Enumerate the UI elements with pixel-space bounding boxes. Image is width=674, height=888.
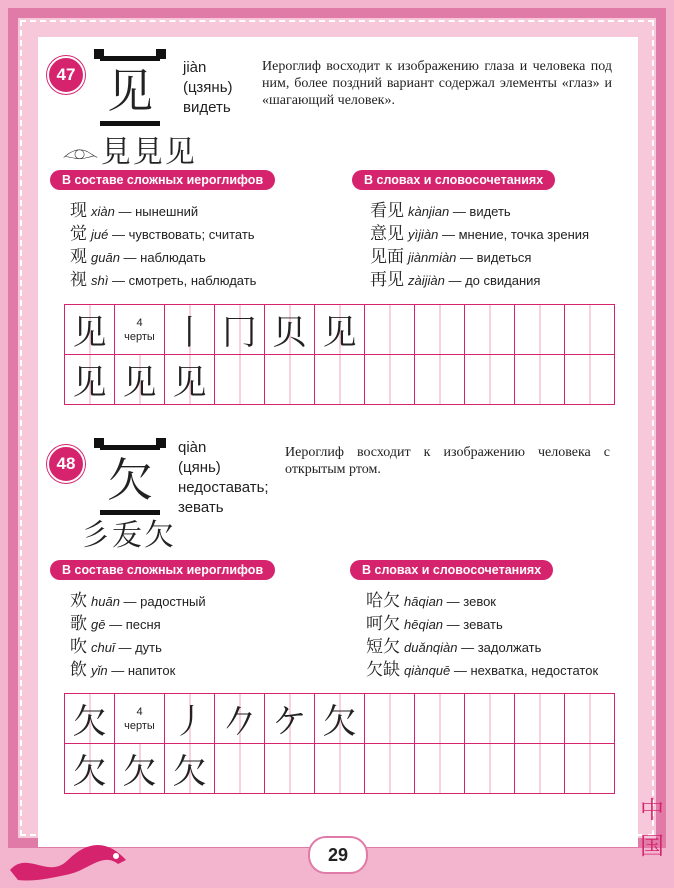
main-character: 欠 bbox=[100, 445, 160, 515]
pinyin: chuī bbox=[91, 640, 115, 655]
grid-cell: 见 bbox=[165, 355, 215, 405]
hanzi: 欢 bbox=[70, 591, 87, 611]
translation: — дуть bbox=[114, 640, 162, 655]
pinyin: zàijiàn bbox=[408, 273, 445, 288]
words-list bbox=[370, 200, 589, 292]
compounds-item bbox=[70, 200, 256, 223]
pinyin: kànjian bbox=[408, 204, 450, 219]
grid-cell bbox=[415, 305, 465, 355]
char-info bbox=[183, 58, 233, 118]
grid-cell: ケ bbox=[265, 694, 315, 744]
grid-cell bbox=[265, 355, 315, 405]
grid-cell: 见 bbox=[65, 305, 115, 355]
grid-cell bbox=[565, 355, 615, 405]
pinyin: qiànquē bbox=[404, 663, 451, 678]
compounds-item bbox=[70, 269, 256, 292]
grid-cell bbox=[465, 744, 515, 794]
translation: — смотреть, наблюдать bbox=[108, 273, 257, 288]
grid-cell bbox=[465, 355, 515, 405]
grid-cell bbox=[465, 305, 515, 355]
words-item bbox=[370, 246, 589, 269]
hanzi: 飲 bbox=[70, 660, 87, 680]
grid-cell bbox=[265, 744, 315, 794]
compounds-list bbox=[70, 200, 256, 292]
grid-cell bbox=[365, 694, 415, 744]
pinyin: huān bbox=[91, 594, 120, 609]
grid-cell bbox=[465, 694, 515, 744]
meaning: недоставать; bbox=[178, 479, 269, 496]
meaning: видеть bbox=[183, 99, 231, 116]
label-words: В словах и словосочетаниях bbox=[350, 560, 553, 580]
translation: — видеть bbox=[449, 204, 511, 219]
reading: (цзянь) bbox=[183, 79, 233, 96]
pinyin: hāqian bbox=[404, 594, 444, 609]
pinyin: qiàn bbox=[178, 439, 207, 456]
translation: — до свидания bbox=[444, 273, 541, 288]
pinyin: jué bbox=[91, 227, 109, 242]
hanzi: 欠缺 bbox=[366, 660, 400, 680]
description: Иероглиф восходит к изображению человека с открытым ртом. bbox=[285, 445, 610, 477]
compounds-item bbox=[70, 590, 206, 613]
pinyin: shì bbox=[91, 273, 109, 288]
grid-cell bbox=[215, 355, 265, 405]
words-item bbox=[366, 659, 598, 682]
words-item bbox=[366, 613, 598, 636]
hanzi: 觉 bbox=[70, 224, 87, 244]
translation: — чувствовать; считать bbox=[108, 227, 255, 242]
pinyin: jiànmiàn bbox=[408, 250, 457, 265]
grid-cell bbox=[365, 744, 415, 794]
grid-cell: 欠 bbox=[65, 744, 115, 794]
grid-cell bbox=[365, 355, 415, 405]
translation: — напиток bbox=[107, 663, 176, 678]
translation: — нынешний bbox=[114, 204, 199, 219]
grid-cell bbox=[215, 744, 265, 794]
compounds-item bbox=[70, 636, 206, 659]
hanzi: 歌 bbox=[70, 614, 87, 634]
character-evolution: 彡叐欠 bbox=[80, 518, 176, 553]
pinyin: yǐn bbox=[91, 663, 108, 678]
grid-cell: 见 bbox=[115, 355, 165, 405]
grid-cell bbox=[315, 744, 365, 794]
words-item bbox=[366, 590, 598, 613]
pinyin: hēqian bbox=[404, 617, 444, 632]
practice-grid bbox=[64, 693, 615, 794]
hanzi: 现 bbox=[70, 201, 87, 221]
grid-cell bbox=[365, 305, 415, 355]
grid-cell bbox=[415, 694, 465, 744]
hanzi: 见面 bbox=[370, 247, 404, 267]
words-item bbox=[370, 223, 589, 246]
grid-cell: 贝 bbox=[265, 305, 315, 355]
compounds-item bbox=[70, 659, 206, 682]
compounds-list bbox=[70, 590, 206, 682]
hanzi: 哈欠 bbox=[366, 591, 400, 611]
grid-cell bbox=[415, 355, 465, 405]
grid-cell bbox=[565, 744, 615, 794]
pinyin: jiàn bbox=[183, 59, 207, 76]
grid-cell: 丨 bbox=[165, 305, 215, 355]
words-list bbox=[366, 590, 598, 682]
hanzi: 吹 bbox=[70, 637, 87, 657]
words-item bbox=[370, 269, 589, 292]
hanzi: 看见 bbox=[370, 201, 404, 221]
label-compounds: В составе сложных иероглифов bbox=[50, 560, 275, 580]
grid-cell bbox=[515, 305, 565, 355]
grid-cell: 欠 bbox=[115, 744, 165, 794]
grid-cell: 丿 bbox=[165, 694, 215, 744]
pinyin: guān bbox=[91, 250, 120, 265]
compounds-item bbox=[70, 613, 206, 636]
pinyin: gē bbox=[91, 617, 106, 632]
grid-cell: 欠 bbox=[65, 694, 115, 744]
compounds-item bbox=[70, 223, 256, 246]
translation: — видеться bbox=[456, 250, 532, 265]
grid-cell: 𠂊 bbox=[215, 694, 265, 744]
label-compounds: В составе сложных иероглифов bbox=[50, 170, 275, 190]
translation: — нехватка, недостаток bbox=[450, 663, 599, 678]
hanzi: 意见 bbox=[370, 224, 404, 244]
grid-cell: 冂 bbox=[215, 305, 265, 355]
entry-number: 48 bbox=[47, 445, 85, 483]
compounds-item bbox=[70, 246, 256, 269]
main-character: 见 bbox=[100, 56, 160, 126]
entry-number: 47 bbox=[47, 56, 85, 94]
grid-cell bbox=[415, 744, 465, 794]
grid-cell bbox=[565, 305, 615, 355]
decor-char: 国 bbox=[640, 832, 664, 860]
decor-char: 中 bbox=[640, 796, 664, 824]
translation: — мнение, точка зрения bbox=[438, 227, 590, 242]
words-item bbox=[370, 200, 589, 223]
meaning-2: зевать bbox=[178, 499, 224, 516]
translation: — задолжать bbox=[457, 640, 542, 655]
dragon-decoration-icon bbox=[8, 830, 128, 888]
label-words: В словах и словосочетаниях bbox=[352, 170, 555, 190]
translation: — песня bbox=[105, 617, 161, 632]
grid-cell bbox=[515, 694, 565, 744]
practice-grid bbox=[64, 304, 615, 405]
hanzi: 短欠 bbox=[366, 637, 400, 657]
translation: — зевок bbox=[443, 594, 496, 609]
pinyin: duǎnqiàn bbox=[404, 640, 458, 655]
hanzi: 视 bbox=[70, 270, 87, 290]
char-info bbox=[178, 438, 269, 518]
words-item bbox=[366, 636, 598, 659]
character-evolution: 𓁹見見见 bbox=[62, 135, 197, 170]
grid-cell: 欠 bbox=[315, 694, 365, 744]
reading: (цянь) bbox=[178, 459, 221, 476]
translation: — радостный bbox=[119, 594, 206, 609]
stroke-count: 4 черты bbox=[115, 694, 165, 744]
grid-cell: 见 bbox=[65, 355, 115, 405]
grid-cell bbox=[315, 355, 365, 405]
description: Иероглиф восходит к изображению глаза и человека под ним, более поздний вариант содержал элементы «глаз» и «шагающий человек». bbox=[262, 59, 612, 108]
grid-cell: 欠 bbox=[165, 744, 215, 794]
pinyin: yìjiàn bbox=[408, 227, 439, 242]
translation: — наблюдать bbox=[119, 250, 206, 265]
translation: — зевать bbox=[443, 617, 503, 632]
pinyin: xiàn bbox=[91, 204, 115, 219]
grid-cell bbox=[565, 694, 615, 744]
stroke-count: 4 черты bbox=[115, 305, 165, 355]
grid-cell bbox=[515, 355, 565, 405]
hanzi: 再见 bbox=[370, 270, 404, 290]
grid-cell: 见 bbox=[315, 305, 365, 355]
page-number: 29 bbox=[308, 836, 368, 874]
hanzi: 呵欠 bbox=[366, 614, 400, 634]
hanzi: 观 bbox=[70, 247, 87, 267]
grid-cell bbox=[515, 744, 565, 794]
